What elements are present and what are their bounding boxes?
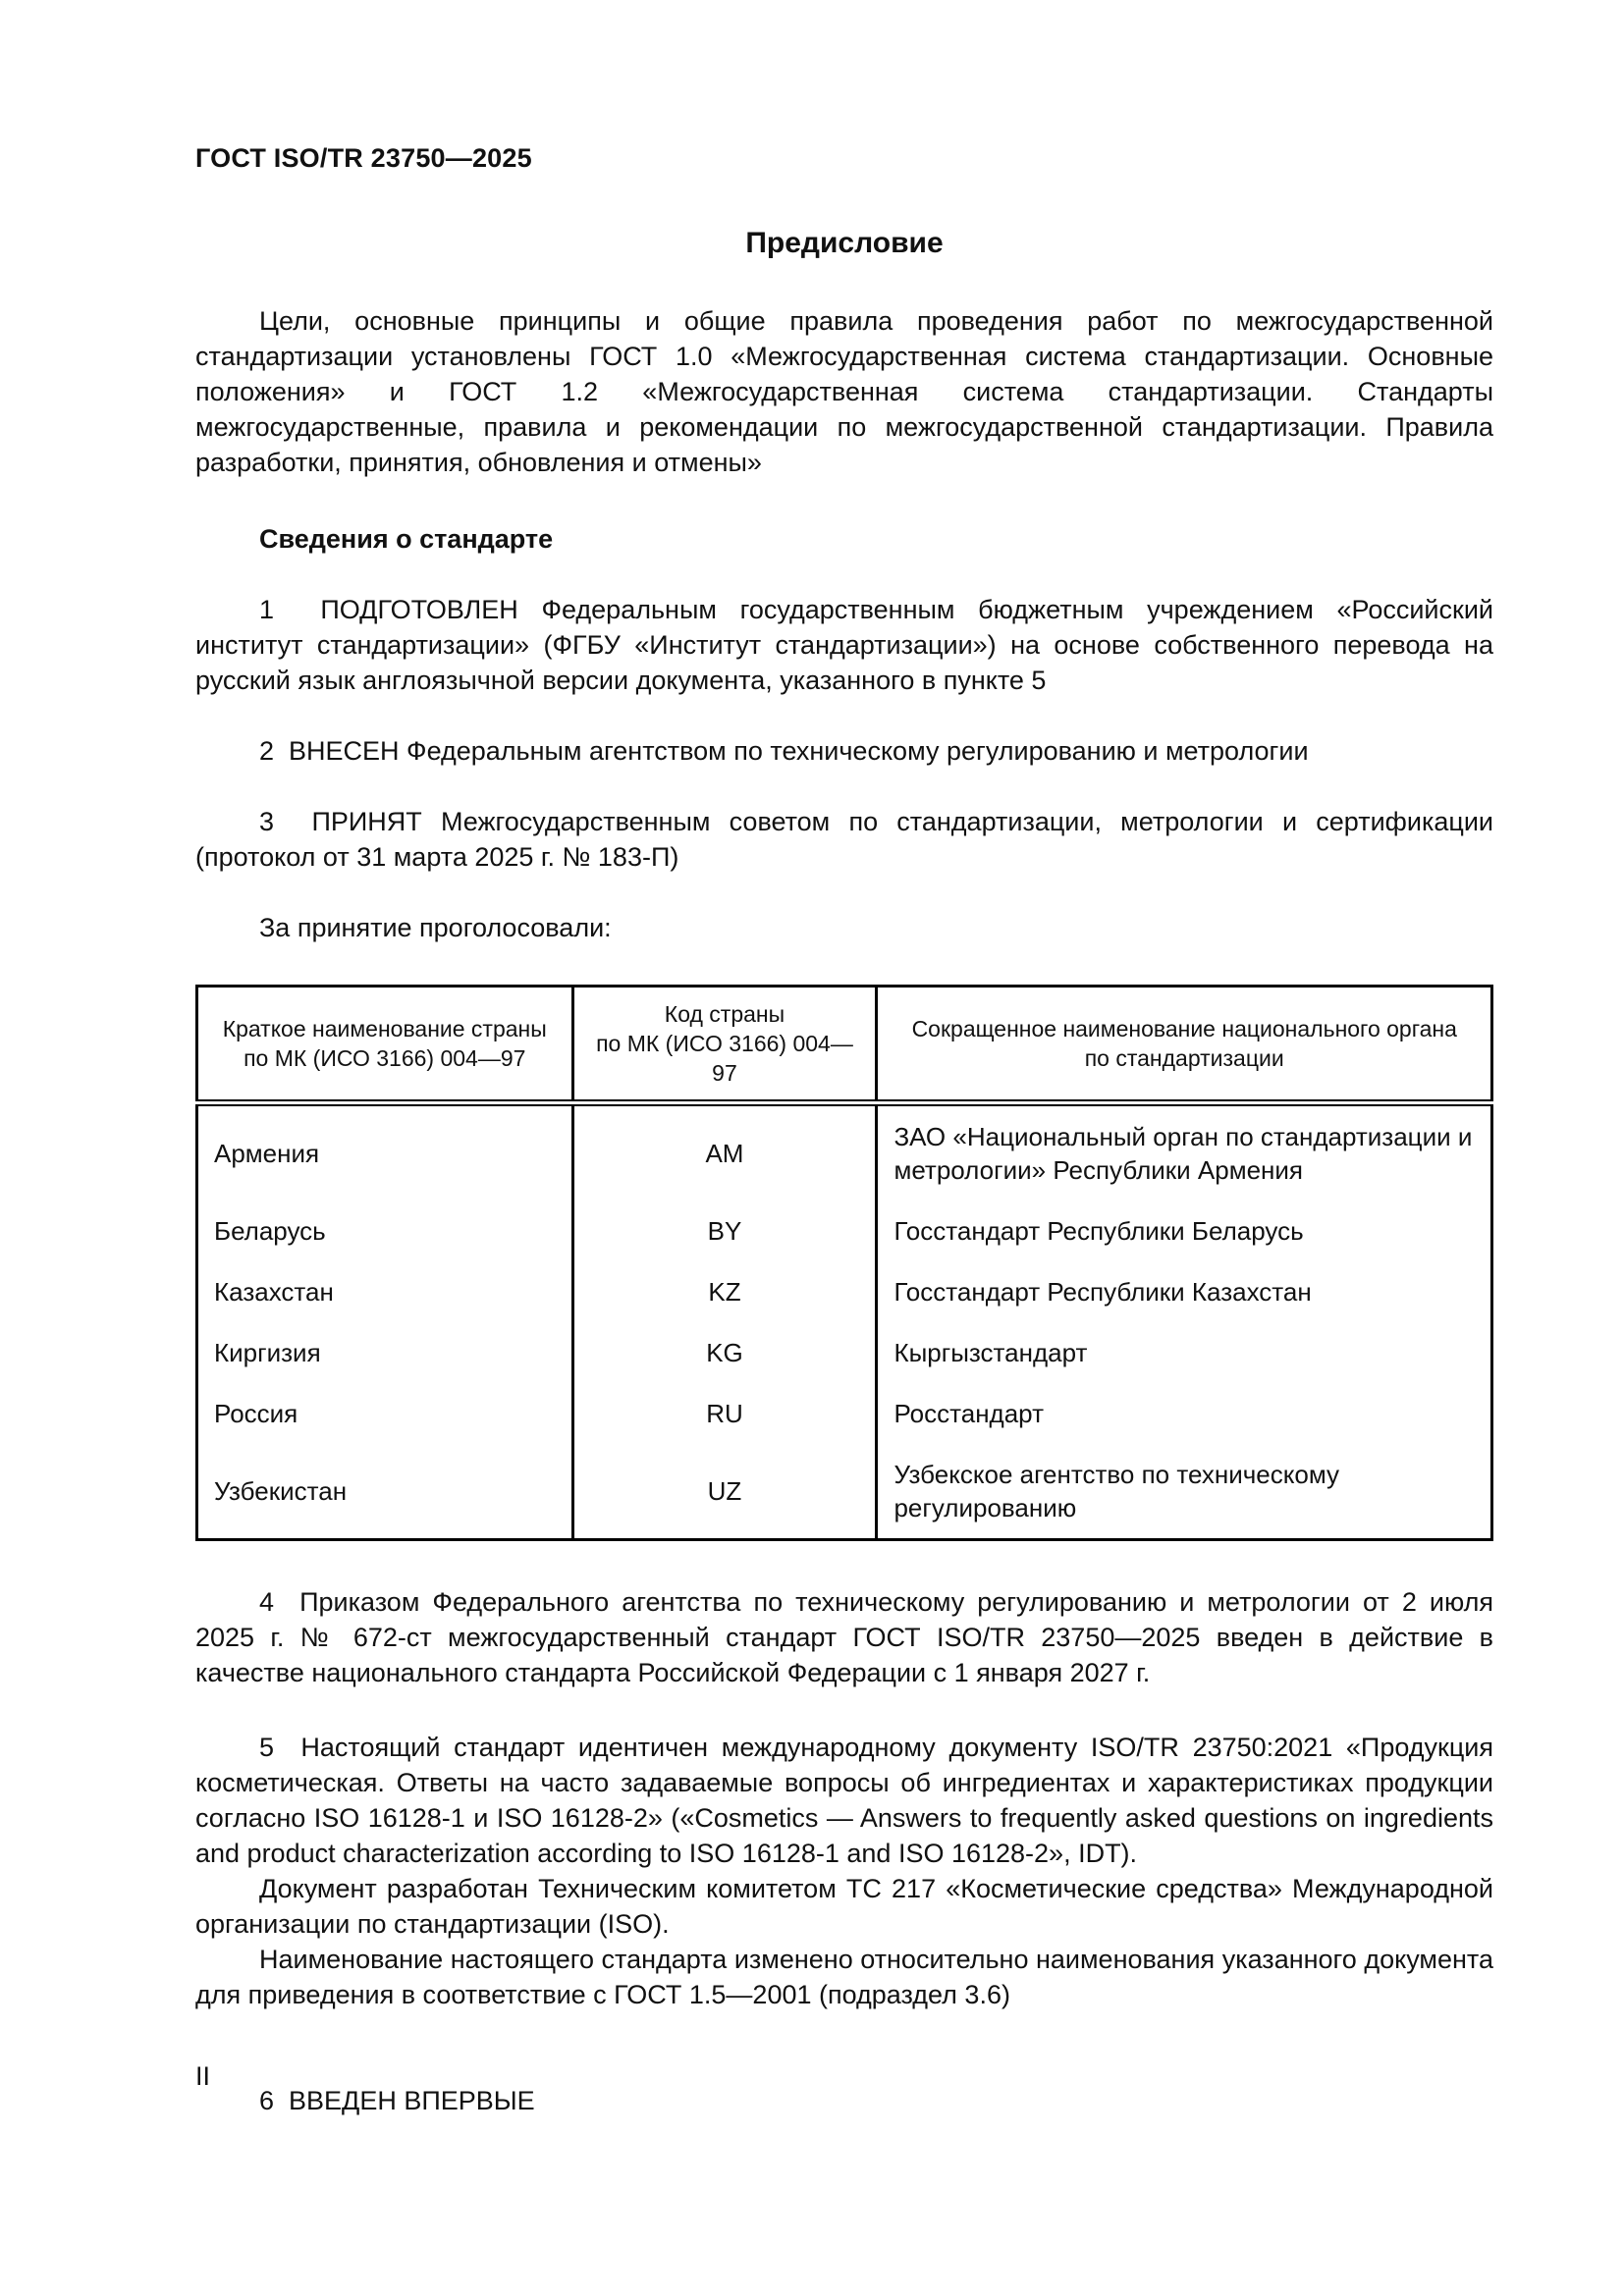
table-row bbox=[197, 1322, 1492, 1383]
org-cell: Узбекское агентство по техническому регулированию bbox=[877, 1444, 1492, 1540]
column-header-country-line2: по МК (ИСО 3166) 004—97 bbox=[244, 1045, 526, 1071]
country-code-cell: KZ bbox=[572, 1261, 877, 1322]
intro-paragraph: Цели, основные принципы и общие правила проведения работ по межгосударственной стандартизации установлены ГОСТ 1.0 «Межгосударственная система стандартизации. Основные положения» и ГОСТ 1.2 «Межгосударственная система стандартизации. Стандарты межгосударственные, правила и рекомендации по межгосударственной стандартизации. Правила разработки, принятия, обновления и отмены» bbox=[195, 306, 1493, 477]
column-header-country-line1: Краткое наименование страны bbox=[222, 1016, 547, 1041]
vote-lead-in: За принятие проголосовали: bbox=[259, 913, 612, 942]
column-header-code bbox=[572, 987, 877, 1103]
org-cell: Госстандарт Республики Казахстан bbox=[877, 1261, 1492, 1322]
column-header-org bbox=[877, 987, 1492, 1103]
item-identical: 5 Настоящий стандарт идентичен международному документу ISO/TR 23750:2021 «Продукция косметическая. Ответы на часто задаваемые вопросы об ингредиентах и характеристиках продукции согласно ISO 16128-1 и ISO 16128-2» («Cosmetics — Answers to frequently asked questions on ingredients and product characterization according to ISO 16128-1 and ISO 16128-2», IDT). bbox=[195, 1733, 1493, 1868]
country-code-cell: AM bbox=[572, 1103, 877, 1201]
country-cell: Узбекистан bbox=[197, 1444, 573, 1540]
page-content bbox=[195, 0, 1493, 2118]
table-row bbox=[197, 1261, 1492, 1322]
table-row bbox=[197, 1444, 1492, 1540]
item-adopted: 3 ПРИНЯТ Межгосударственным советом по стандартизации, метрологии и сертификации (протокол от 31 марта 2025 г. № 183-П) bbox=[195, 807, 1493, 872]
org-cell: Кыргызстандарт bbox=[877, 1322, 1492, 1383]
country-cell: Казахстан bbox=[197, 1261, 573, 1322]
country-code-cell: KG bbox=[572, 1322, 877, 1383]
country-cell: Беларусь bbox=[197, 1201, 573, 1261]
column-header-code-line2: по МК (ИСО 3166) 004—97 bbox=[596, 1031, 853, 1086]
page-number: II bbox=[195, 2061, 211, 2091]
voting-table-body bbox=[197, 1103, 1492, 1540]
column-header-org-line2: по стандартизации bbox=[1084, 1045, 1284, 1071]
org-cell: Госстандарт Республики Беларусь bbox=[877, 1201, 1492, 1261]
org-cell: ЗАО «Национальный орган по стандартизации и метрологии» Республики Армения bbox=[877, 1103, 1492, 1201]
voting-table bbox=[195, 985, 1493, 1541]
org-cell: Росстандарт bbox=[877, 1383, 1492, 1444]
item-first-introduced: 6 ВВЕДЕН ВПЕРВЫЕ bbox=[259, 2086, 535, 2115]
item-enacted: 4 Приказом Федерального агентства по техническому регулированию и метрологии от 2 июля 2025 г. № 672-ст межгосударственный стандарт ГОСТ ISO/TR 23750—2025 введен в действие в качестве национального стандарта Российской Федерации с 1 января 2027 г. bbox=[195, 1587, 1493, 1687]
document-code: ГОСТ ISO/TR 23750—2025 bbox=[195, 143, 532, 173]
country-cell: Россия bbox=[197, 1383, 573, 1444]
column-header-country bbox=[197, 987, 573, 1103]
country-cell: Киргизия bbox=[197, 1322, 573, 1383]
page-title: Предисловие bbox=[745, 227, 944, 259]
table-row bbox=[197, 1201, 1492, 1261]
country-code-cell: UZ bbox=[572, 1444, 877, 1540]
table-row bbox=[197, 1383, 1492, 1444]
item-renamed: Наименование настоящего стандарта изменено относительно наименования указанного документа для приведения в соответствие с ГОСТ 1.5—2001 (подраздел 3.6) bbox=[195, 1945, 1493, 2009]
voting-table-header bbox=[197, 987, 1492, 1103]
item-submitted: 2 ВНЕСЕН Федеральным агентством по техническому регулированию и метрологии bbox=[259, 736, 1309, 766]
item-prepared: 1 ПОДГОТОВЛЕН Федеральным государственным бюджетным учреждением «Российский институт стандартизации» (ФГБУ «Институт стандартизации») на основе собственного перевода на русский язык англоязычной версии документа, указанного в пункте 5 bbox=[195, 595, 1493, 695]
country-code-cell: BY bbox=[572, 1201, 877, 1261]
column-header-code-line1: Код страны bbox=[664, 1001, 785, 1027]
standard-info-heading: Сведения о стандарте bbox=[259, 524, 554, 554]
country-code-cell: RU bbox=[572, 1383, 877, 1444]
country-cell: Армения bbox=[197, 1103, 573, 1201]
item-developed-by: Документ разработан Техническим комитетом ТС 217 «Косметические средства» Международной организации по стандартизации (ISO). bbox=[195, 1874, 1493, 1939]
column-header-org-line1: Сокращенное наименование национального органа bbox=[911, 1016, 1457, 1041]
table-row bbox=[197, 1103, 1492, 1201]
